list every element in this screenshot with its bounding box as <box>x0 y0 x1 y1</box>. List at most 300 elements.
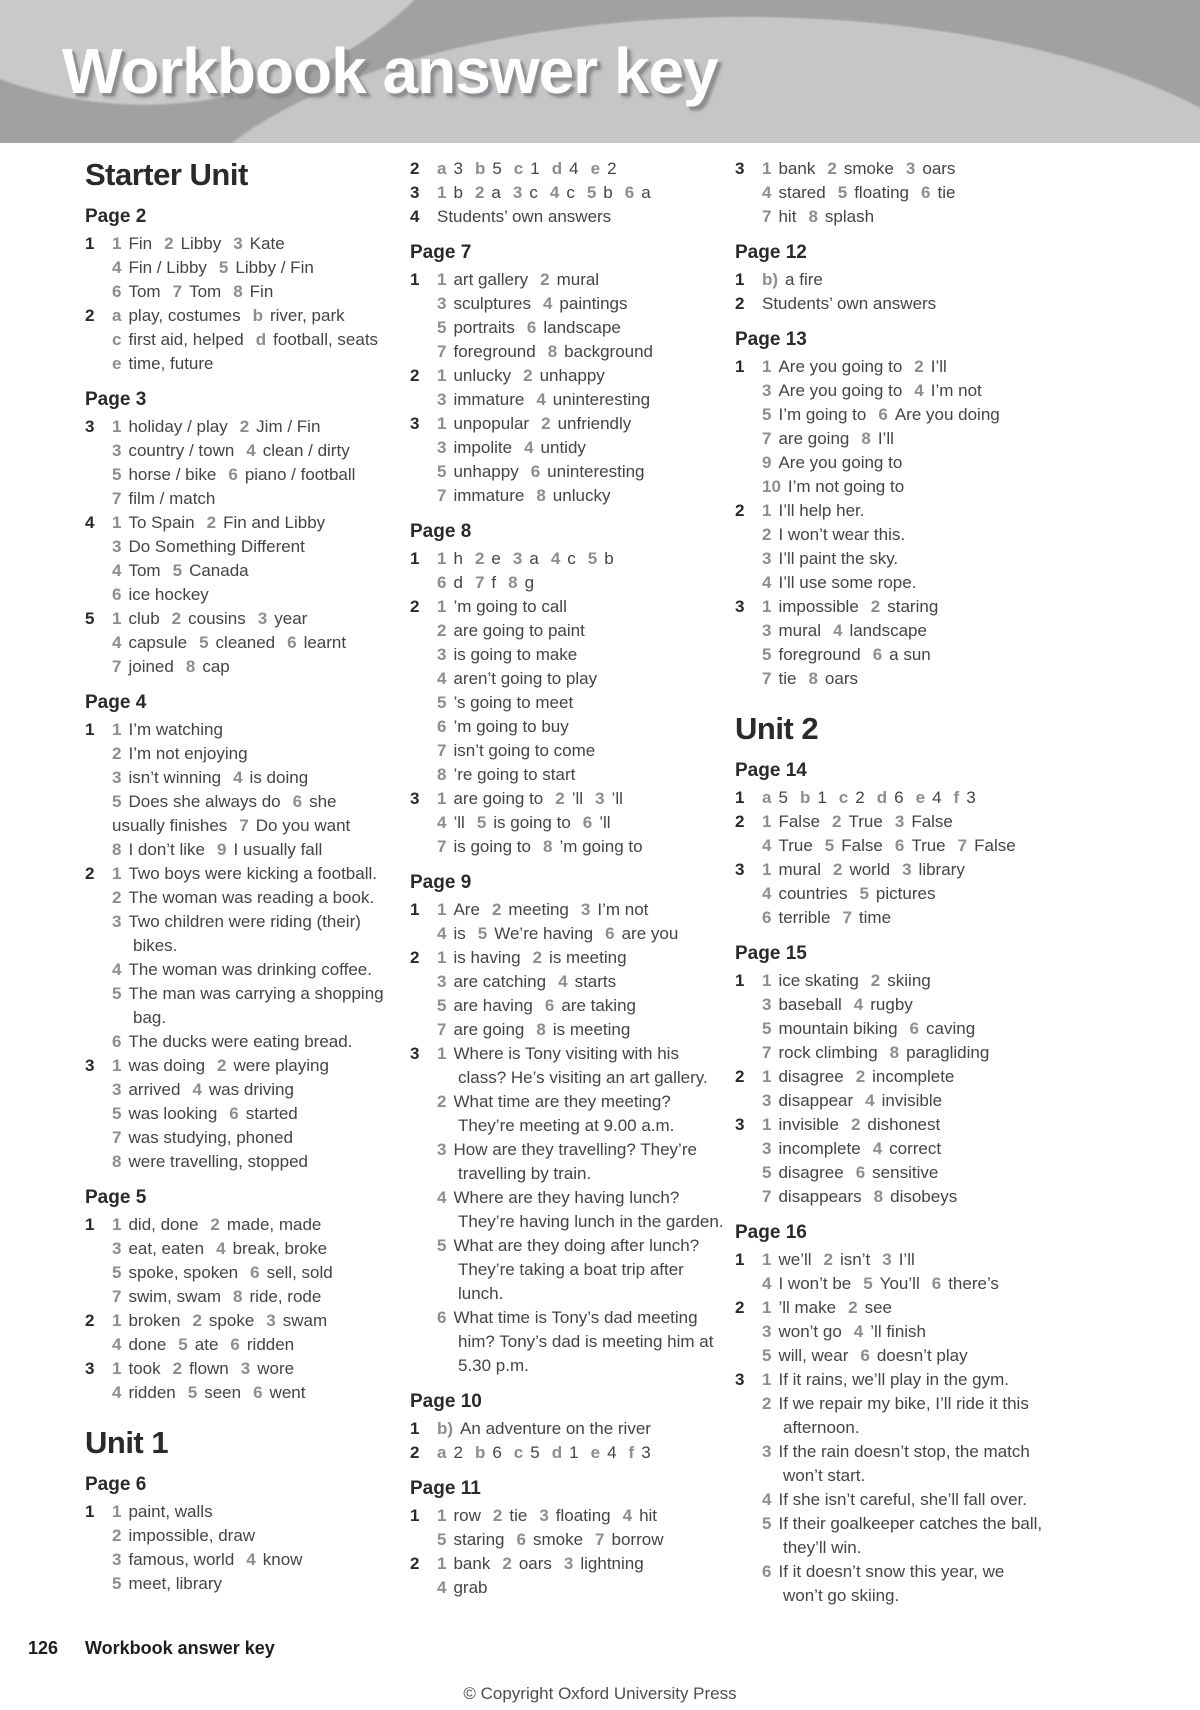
item-number: 4 <box>112 258 122 277</box>
answer-text: ’m going to buy <box>453 717 569 736</box>
answer-text: invisible <box>881 1091 943 1110</box>
answer-item <box>437 270 528 289</box>
answer-item <box>437 1020 524 1039</box>
exercise-body <box>437 898 706 946</box>
answer-item <box>848 1298 892 1317</box>
exercise <box>85 1213 381 1309</box>
item-number: 4 <box>536 390 546 409</box>
answer-text: hit <box>639 1506 658 1525</box>
answer-item <box>475 1443 502 1462</box>
answer-item <box>458 1332 713 1351</box>
answer-text: 5.30 p.m. <box>458 1356 529 1375</box>
answer-text: landscape <box>543 318 621 337</box>
item-number: c <box>513 1443 524 1462</box>
answer-item <box>916 788 942 807</box>
exercise <box>735 355 1031 499</box>
item-number: 7 <box>957 836 968 855</box>
answer-line <box>437 484 706 508</box>
exercise-number: 2 <box>410 1443 420 1462</box>
item-number: 3 <box>112 1080 122 1099</box>
answer-line <box>112 1572 381 1596</box>
answer-item <box>437 1092 671 1111</box>
answer-text: c <box>529 183 538 202</box>
answer-text: ’m going to <box>559 837 643 856</box>
answer-item <box>112 609 160 628</box>
answer-item <box>437 1188 679 1207</box>
answer-item <box>437 900 480 919</box>
answer-line <box>762 205 1031 229</box>
exercise-number: 1 <box>410 1506 420 1525</box>
answer-item <box>437 1578 488 1597</box>
column <box>410 157 724 1608</box>
answer-text: time, future <box>128 354 214 373</box>
answer-text: a fire <box>785 270 823 289</box>
item-number: 6 <box>878 405 888 424</box>
answer-item <box>762 429 849 448</box>
answer-item <box>112 1056 205 1075</box>
answer-text: Are you doing <box>894 405 1000 424</box>
item-number: 5 <box>476 813 487 832</box>
answer-line <box>762 1320 1031 1344</box>
exercise-number: 2 <box>410 1554 420 1573</box>
item-number: 6 <box>624 183 635 202</box>
exercise-body <box>437 1417 706 1441</box>
answer-text: If it rains, we’ll play in the gym. <box>778 1370 1009 1389</box>
answer-text: bag. <box>133 1008 167 1027</box>
exercise-body <box>437 1042 724 1378</box>
answer-item <box>762 357 902 376</box>
page-heading: Page 10 <box>410 1391 482 1412</box>
answer-item <box>112 1574 222 1593</box>
answer-text: row <box>453 1506 481 1525</box>
item-number: 8 <box>112 840 122 859</box>
answer-text: are catching <box>453 972 547 991</box>
answer-item <box>112 1287 221 1306</box>
item-number: 4 <box>112 561 122 580</box>
answer-text: first aid, helped <box>128 330 244 349</box>
answer-item <box>882 1250 915 1269</box>
answer-item <box>112 1239 204 1258</box>
answer-text: b <box>604 549 614 568</box>
answer-line <box>437 1258 706 1282</box>
answer-text: joined <box>128 657 174 676</box>
answer-line <box>762 1416 1031 1440</box>
item-number: e <box>112 354 122 373</box>
answer-text: countries <box>778 884 848 903</box>
answer-line <box>437 787 706 811</box>
exercise-number: 3 <box>85 1056 95 1075</box>
answer-item <box>533 948 627 967</box>
answer-line <box>762 181 1031 205</box>
item-number: 4 <box>437 669 447 688</box>
answer-item <box>112 1526 255 1545</box>
answer-text: I’ll use some rope. <box>778 573 917 592</box>
item-number: 1 <box>112 720 122 739</box>
answer-text: Kate <box>249 234 285 253</box>
exercise-body <box>112 607 381 679</box>
answer-item <box>508 573 534 592</box>
item-number: 2 <box>164 234 174 253</box>
item-number: d <box>551 159 563 178</box>
answer-text: paragliding <box>906 1043 990 1062</box>
answer-line <box>112 1548 381 1572</box>
answer-item <box>527 318 621 337</box>
answer-text: impossible, draw <box>128 1526 256 1545</box>
answer-line <box>437 1066 706 1090</box>
exercise <box>410 412 706 508</box>
answer-line <box>437 205 706 229</box>
answer-text: rock climbing <box>778 1043 878 1062</box>
answer-line <box>437 1330 714 1354</box>
item-number: 3 <box>595 789 605 808</box>
item-number: 4 <box>437 1188 447 1207</box>
answer-item <box>906 159 956 178</box>
item-number: 3 <box>512 183 523 202</box>
item-number: 9 <box>217 840 227 859</box>
answer-item <box>233 1287 321 1306</box>
item-number: 1 <box>762 159 772 178</box>
item-number: 6 <box>860 1346 870 1365</box>
exercise-number: 1 <box>735 270 745 289</box>
answer-item <box>762 1442 1030 1461</box>
answer-item <box>762 995 842 1014</box>
answer-item <box>250 1263 333 1282</box>
answer-item <box>539 1506 610 1525</box>
answer-line <box>762 427 1031 451</box>
item-number: 6 <box>112 1032 122 1051</box>
answer-text: cap <box>202 657 230 676</box>
exercise <box>410 268 706 364</box>
item-number: e <box>590 1443 601 1462</box>
answer-line <box>437 898 706 922</box>
exercise-number: 2 <box>735 1067 745 1086</box>
answer-line <box>112 463 381 487</box>
answer-item <box>914 357 947 376</box>
item-number: 8 <box>185 657 196 676</box>
answer-text: isn’t going to come <box>453 741 596 760</box>
item-number: 6 <box>228 465 238 484</box>
answer-item <box>762 1019 898 1038</box>
answer-line <box>112 1213 381 1237</box>
answer-text: If she isn’t careful, she’ll fall over. <box>778 1490 1027 1509</box>
answer-item <box>437 414 529 433</box>
answer-text: staring <box>453 1530 505 1549</box>
item-number: 5 <box>172 561 183 580</box>
answer-item <box>112 513 195 532</box>
answer-item <box>437 318 515 337</box>
answer-line <box>112 439 381 463</box>
item-number: 8 <box>808 669 818 688</box>
answer-text: staring <box>887 597 939 616</box>
answer-item <box>112 864 377 883</box>
exercise-body <box>762 969 1031 1065</box>
answer-text: Students’ own answers <box>762 294 937 313</box>
answer-item <box>458 1212 724 1231</box>
answer-text: Fin <box>128 234 153 253</box>
answer-text: False <box>778 812 821 831</box>
answer-text: correct <box>889 1139 942 1158</box>
answer-item <box>865 1091 942 1110</box>
item-number: 5 <box>762 645 772 664</box>
answer-item <box>932 1274 999 1293</box>
item-number: 4 <box>762 573 772 592</box>
answer-item <box>825 836 883 855</box>
answer-item <box>437 837 531 856</box>
item-number: 7 <box>762 1043 772 1062</box>
answer-text: The man was carrying a shopping <box>128 984 384 1003</box>
answer-line <box>112 886 381 910</box>
exercise-body <box>112 304 381 376</box>
answer-text: Are you going to <box>778 357 903 376</box>
answer-item <box>437 717 569 736</box>
item-number: 3 <box>563 1554 574 1573</box>
answer-text: swim, swam <box>128 1287 222 1306</box>
item-number: 5 <box>218 258 229 277</box>
answer-item <box>541 414 631 433</box>
item-number: 3 <box>905 159 916 178</box>
item-number: 3 <box>437 294 447 313</box>
answer-item <box>514 1443 540 1462</box>
answer-line <box>112 766 381 790</box>
answer-text: uninteresting <box>552 390 651 409</box>
answer-text: was looking <box>128 1104 218 1123</box>
answer-text: club <box>128 609 160 628</box>
answer-line <box>762 993 1031 1017</box>
answer-text: swam <box>282 1311 328 1330</box>
answer-item <box>513 183 538 202</box>
answer-text: see <box>864 1298 892 1317</box>
answer-item <box>437 1308 698 1327</box>
answer-line <box>762 1464 1031 1488</box>
answer-text: was studying, phoned <box>128 1128 293 1147</box>
answer-text: afternoon. <box>783 1418 860 1437</box>
answer-item <box>550 183 575 202</box>
exercise-number: 3 <box>410 789 420 808</box>
item-number: 2 <box>832 812 842 831</box>
answer-item <box>605 924 678 943</box>
exercise-body <box>437 157 706 181</box>
answer-item <box>437 621 585 640</box>
answer-item <box>588 549 614 568</box>
item-number: 6 <box>437 717 447 736</box>
answer-text: Where is Tony visiting with his <box>453 1044 679 1063</box>
answer-text: is meeting <box>552 1020 631 1039</box>
item-number: 5 <box>837 183 848 202</box>
item-number: 1 <box>112 1359 122 1378</box>
answer-text: lunch. <box>458 1284 504 1303</box>
answer-item <box>895 812 953 831</box>
answer-item <box>437 741 595 760</box>
answer-item <box>548 342 653 361</box>
answer-item <box>783 1466 865 1485</box>
answer-item <box>762 971 859 990</box>
answer-text: will, wear <box>778 1346 849 1365</box>
answer-item <box>783 1418 860 1437</box>
exercise-body <box>437 946 706 1042</box>
answer-item <box>536 1020 630 1039</box>
answer-text: False <box>841 836 883 855</box>
item-number: 1 <box>762 812 772 831</box>
answer-line <box>112 1261 381 1285</box>
answer-text: How are they travelling? They’re <box>453 1140 697 1159</box>
item-number: 1 <box>112 864 122 883</box>
answer-text: skiing <box>887 971 931 990</box>
answer-item <box>808 207 874 226</box>
answer-line <box>112 415 381 439</box>
exercise-number: 2 <box>735 1298 745 1317</box>
answer-item <box>871 597 939 616</box>
exercise-body <box>437 1504 706 1552</box>
exercise-number: 1 <box>410 900 420 919</box>
answer-item <box>112 441 234 460</box>
item-number: 6 <box>229 1104 239 1123</box>
item-number: 4 <box>550 549 561 568</box>
answer-item <box>762 1250 812 1269</box>
exercise-number: 1 <box>735 1250 745 1269</box>
answer-item <box>762 477 904 496</box>
answer-line <box>437 691 706 715</box>
item-number: 4 <box>542 294 553 313</box>
answer-item <box>228 465 355 484</box>
item-number: 4 <box>216 1239 226 1258</box>
exercise-number: 1 <box>410 270 420 289</box>
item-number: 3 <box>437 1140 447 1159</box>
answer-line <box>437 1114 706 1138</box>
item-number: 2 <box>555 789 565 808</box>
answer-item <box>173 1359 229 1378</box>
answer-text: incomplete <box>778 1139 861 1158</box>
answer-text: oars <box>922 159 956 178</box>
answer-text: I’m not <box>597 900 649 919</box>
answer-item <box>253 1383 305 1402</box>
answer-text: smoke <box>843 159 894 178</box>
answer-item <box>112 1152 308 1171</box>
item-number: 7 <box>112 657 122 676</box>
exercise-body <box>112 232 381 304</box>
answer-text: Fin <box>249 282 274 301</box>
answer-item <box>458 1116 674 1135</box>
answer-text: is going to <box>493 813 571 832</box>
answer-item <box>783 1538 861 1557</box>
exercise <box>410 205 706 229</box>
exercise-body <box>762 1248 1031 1296</box>
item-number: 3 <box>762 1091 772 1110</box>
answer-item <box>229 1104 297 1123</box>
answer-item <box>112 417 228 436</box>
answer-line <box>762 1368 1031 1392</box>
answer-line <box>762 523 1031 547</box>
answer-text: mural <box>778 860 821 879</box>
answer-text: I’m not <box>930 381 982 400</box>
answer-item <box>536 486 610 505</box>
item-number: 2 <box>832 860 843 879</box>
answer-item <box>437 183 463 202</box>
item-number: 2 <box>850 1115 861 1134</box>
answer-item <box>112 282 161 301</box>
exercise <box>410 1417 706 1441</box>
item-number: 6 <box>544 996 555 1015</box>
answer-line <box>437 1138 706 1162</box>
page-heading: Page 3 <box>85 389 147 410</box>
answer-line <box>437 460 706 484</box>
item-number: b <box>474 1443 486 1462</box>
answer-line <box>112 838 381 862</box>
item-number: 1 <box>437 948 447 967</box>
item-number: 6 <box>287 633 297 652</box>
exercise <box>735 810 1031 858</box>
answer-text: is going to make <box>453 645 578 664</box>
item-number: 7 <box>474 573 485 592</box>
answer-text: floating <box>555 1506 611 1525</box>
answer-text: spoke, spoken <box>128 1263 239 1282</box>
answer-text: baseball <box>778 995 842 1014</box>
answer-item <box>112 330 244 349</box>
answer-text: Libby / Fin <box>235 258 314 277</box>
exercise-number: 3 <box>410 183 420 202</box>
item-number: 2 <box>762 525 772 544</box>
answer-line <box>762 969 1031 993</box>
item-number: 10 <box>762 477 781 496</box>
item-number: 3 <box>240 1359 251 1378</box>
answer-text: a <box>491 183 501 202</box>
answer-line <box>437 1504 706 1528</box>
answer-line <box>112 1126 381 1150</box>
answer-item <box>762 405 866 424</box>
item-number: 8 <box>861 429 871 448</box>
answer-text: invisible <box>778 1115 839 1134</box>
exercise-number: 2 <box>410 366 420 385</box>
item-number: 6 <box>855 1163 866 1182</box>
exercise-body <box>762 1296 1031 1368</box>
answer-text: took <box>128 1359 161 1378</box>
item-number: 8 <box>873 1187 884 1206</box>
answer-text: play, costumes <box>128 306 241 325</box>
answer-line <box>437 970 706 994</box>
answer-text: country / town <box>128 441 235 460</box>
answer-item <box>112 234 152 253</box>
item-number: 2 <box>848 1298 858 1317</box>
answer-item <box>192 1311 254 1330</box>
item-number: 4 <box>865 1091 875 1110</box>
answer-text: there’s <box>948 1274 999 1293</box>
answer-text: I don’t like <box>128 840 206 859</box>
item-number: 2 <box>870 597 881 616</box>
item-number: 6 <box>931 1274 942 1293</box>
item-number: 2 <box>855 1067 866 1086</box>
item-number: 8 <box>547 342 558 361</box>
item-number: 2 <box>823 1250 833 1269</box>
answer-line <box>112 232 381 256</box>
exercise <box>410 181 706 205</box>
answer-text: If their goalkeeper catches the ball, <box>778 1514 1043 1533</box>
item-number: 2 <box>112 888 122 907</box>
item-number: 3 <box>762 1442 772 1461</box>
answer-line <box>762 1560 1031 1584</box>
answer-text: incomplete <box>872 1067 955 1086</box>
answer-item <box>258 609 308 628</box>
answer-text: 5 <box>492 159 502 178</box>
answer-text: rugby <box>870 995 913 1014</box>
item-number: c <box>112 330 122 349</box>
answer-text: break, broke <box>232 1239 328 1258</box>
answer-line <box>112 256 381 280</box>
answer-text: are having <box>453 996 533 1015</box>
answer-text: Do you want <box>255 816 351 835</box>
answer-text: They’re meeting at 9.00 a.m. <box>458 1116 675 1135</box>
answer-line <box>112 1006 381 1030</box>
item-number: 5 <box>762 1019 772 1038</box>
answer-item <box>833 621 927 640</box>
